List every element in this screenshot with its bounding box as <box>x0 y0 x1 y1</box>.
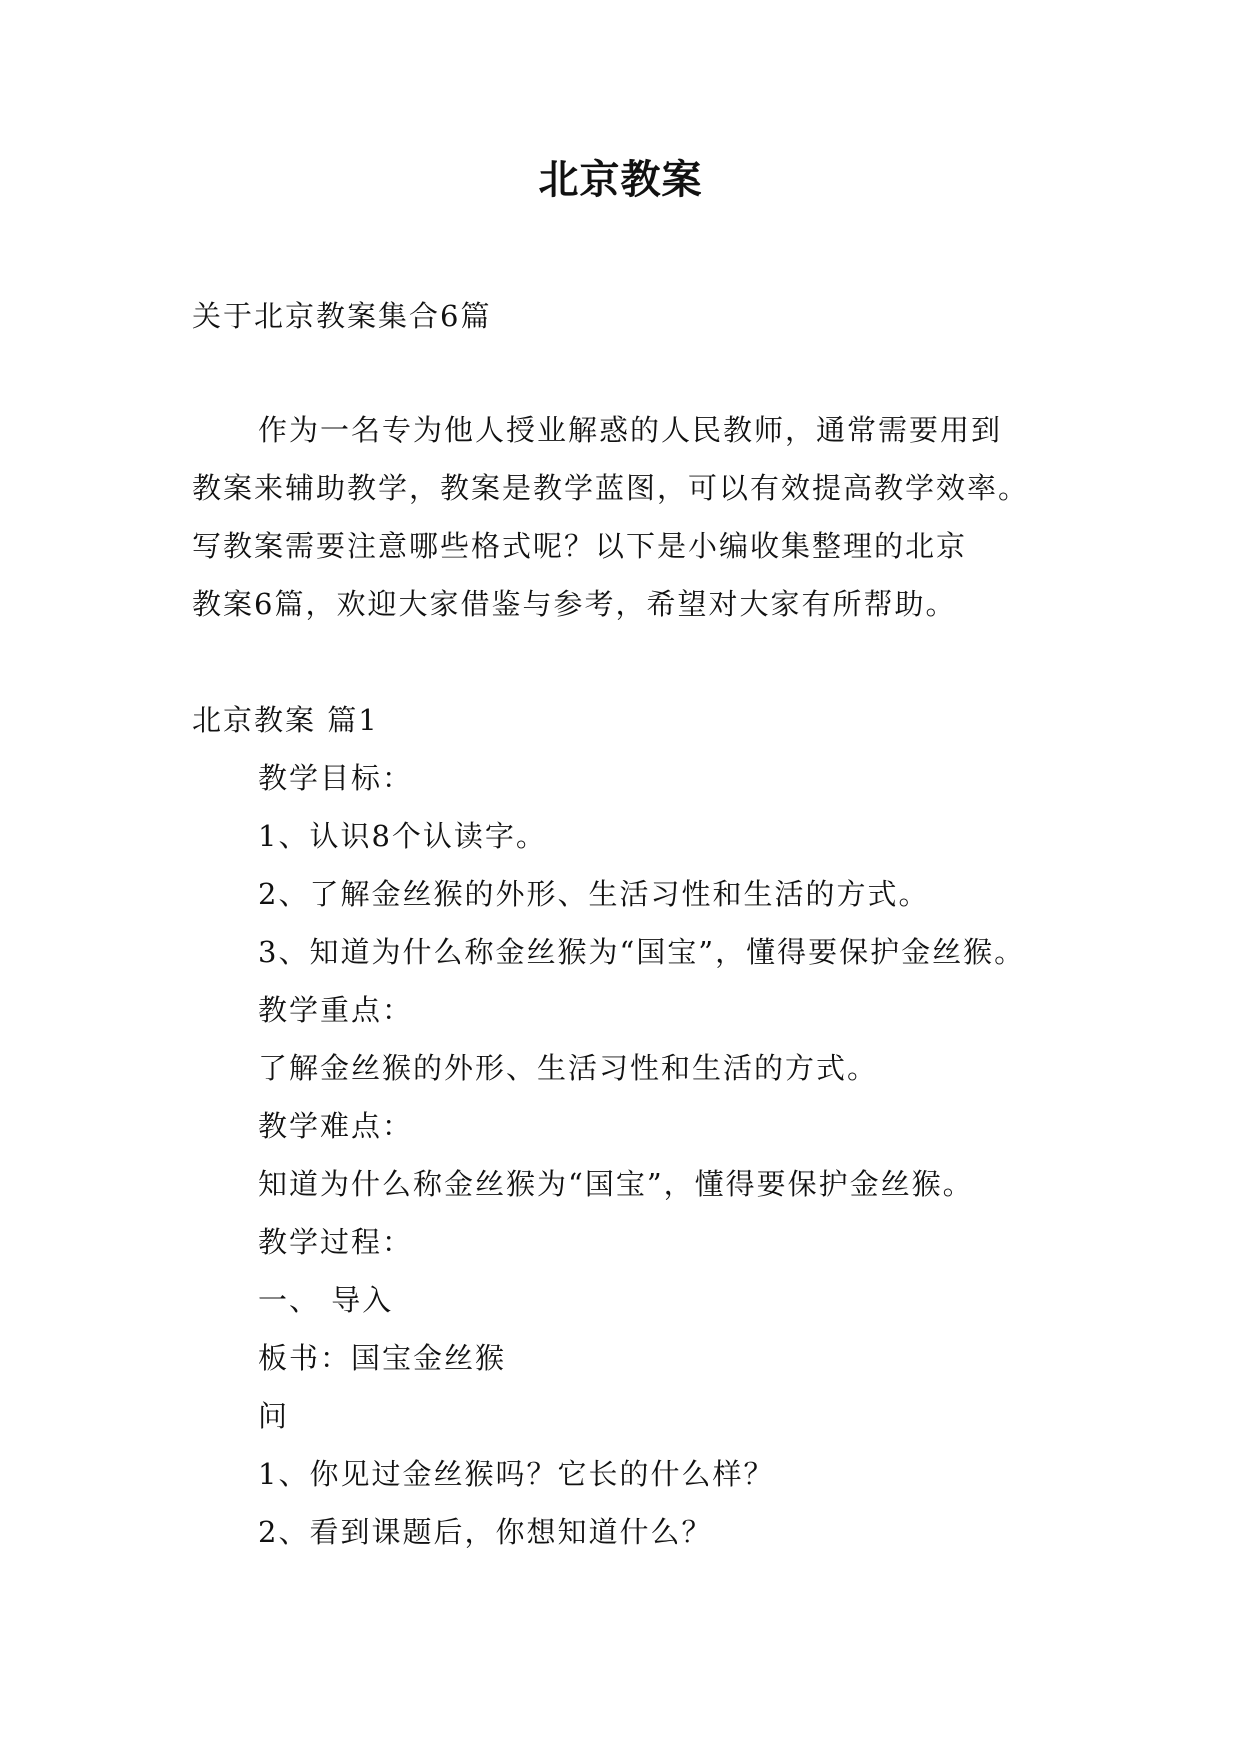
body-line: 教学过程： <box>258 1225 414 1259</box>
intro-line: 作为一名专为他人授业解惑的人民教师，通常需要用到 <box>258 413 1003 447</box>
intro-line: 写教案需要注意哪些格式呢？以下是小编收集整理的北京 <box>192 529 968 563</box>
body-line: 教学难点： <box>258 1109 414 1143</box>
body-line: 了解金丝猴的外形、生活习性和生活的方式。 <box>258 1051 879 1085</box>
section-heading: 北京教案 篇1 <box>192 703 379 737</box>
intro-line: 教案来辅助教学，教案是教学蓝图，可以有效提高教学效率。 <box>192 471 1030 505</box>
body-line: 1、认识8个认读字。 <box>258 819 547 853</box>
document-subtitle: 关于北京教案集合6篇 <box>192 299 492 333</box>
intro-line: 教案6篇，欢迎大家借鉴与参考，希望对大家有所帮助。 <box>192 587 957 621</box>
body-line: 知道为什么称金丝猴为“国宝”，懂得要保护金丝猴。 <box>258 1167 974 1201</box>
body-line: 教学重点： <box>258 993 414 1027</box>
body-line: 2、了解金丝猴的外形、生活习性和生活的方式。 <box>258 877 930 911</box>
body-line: 问 <box>258 1399 290 1433</box>
body-line: 教学目标： <box>258 761 414 795</box>
body-line: 2、看到课题后，你想知道什么？ <box>258 1515 713 1549</box>
body-line: 3、知道为什么称金丝猴为“国宝”，懂得要保护金丝猴。 <box>258 935 1026 969</box>
body-line: 一、 导入 <box>258 1283 394 1317</box>
body-line: 板书：国宝金丝猴 <box>258 1341 507 1375</box>
document-title: 北京教案 <box>538 157 703 203</box>
body-line: 1、你见过金丝猴吗？它长的什么样？ <box>258 1457 775 1491</box>
